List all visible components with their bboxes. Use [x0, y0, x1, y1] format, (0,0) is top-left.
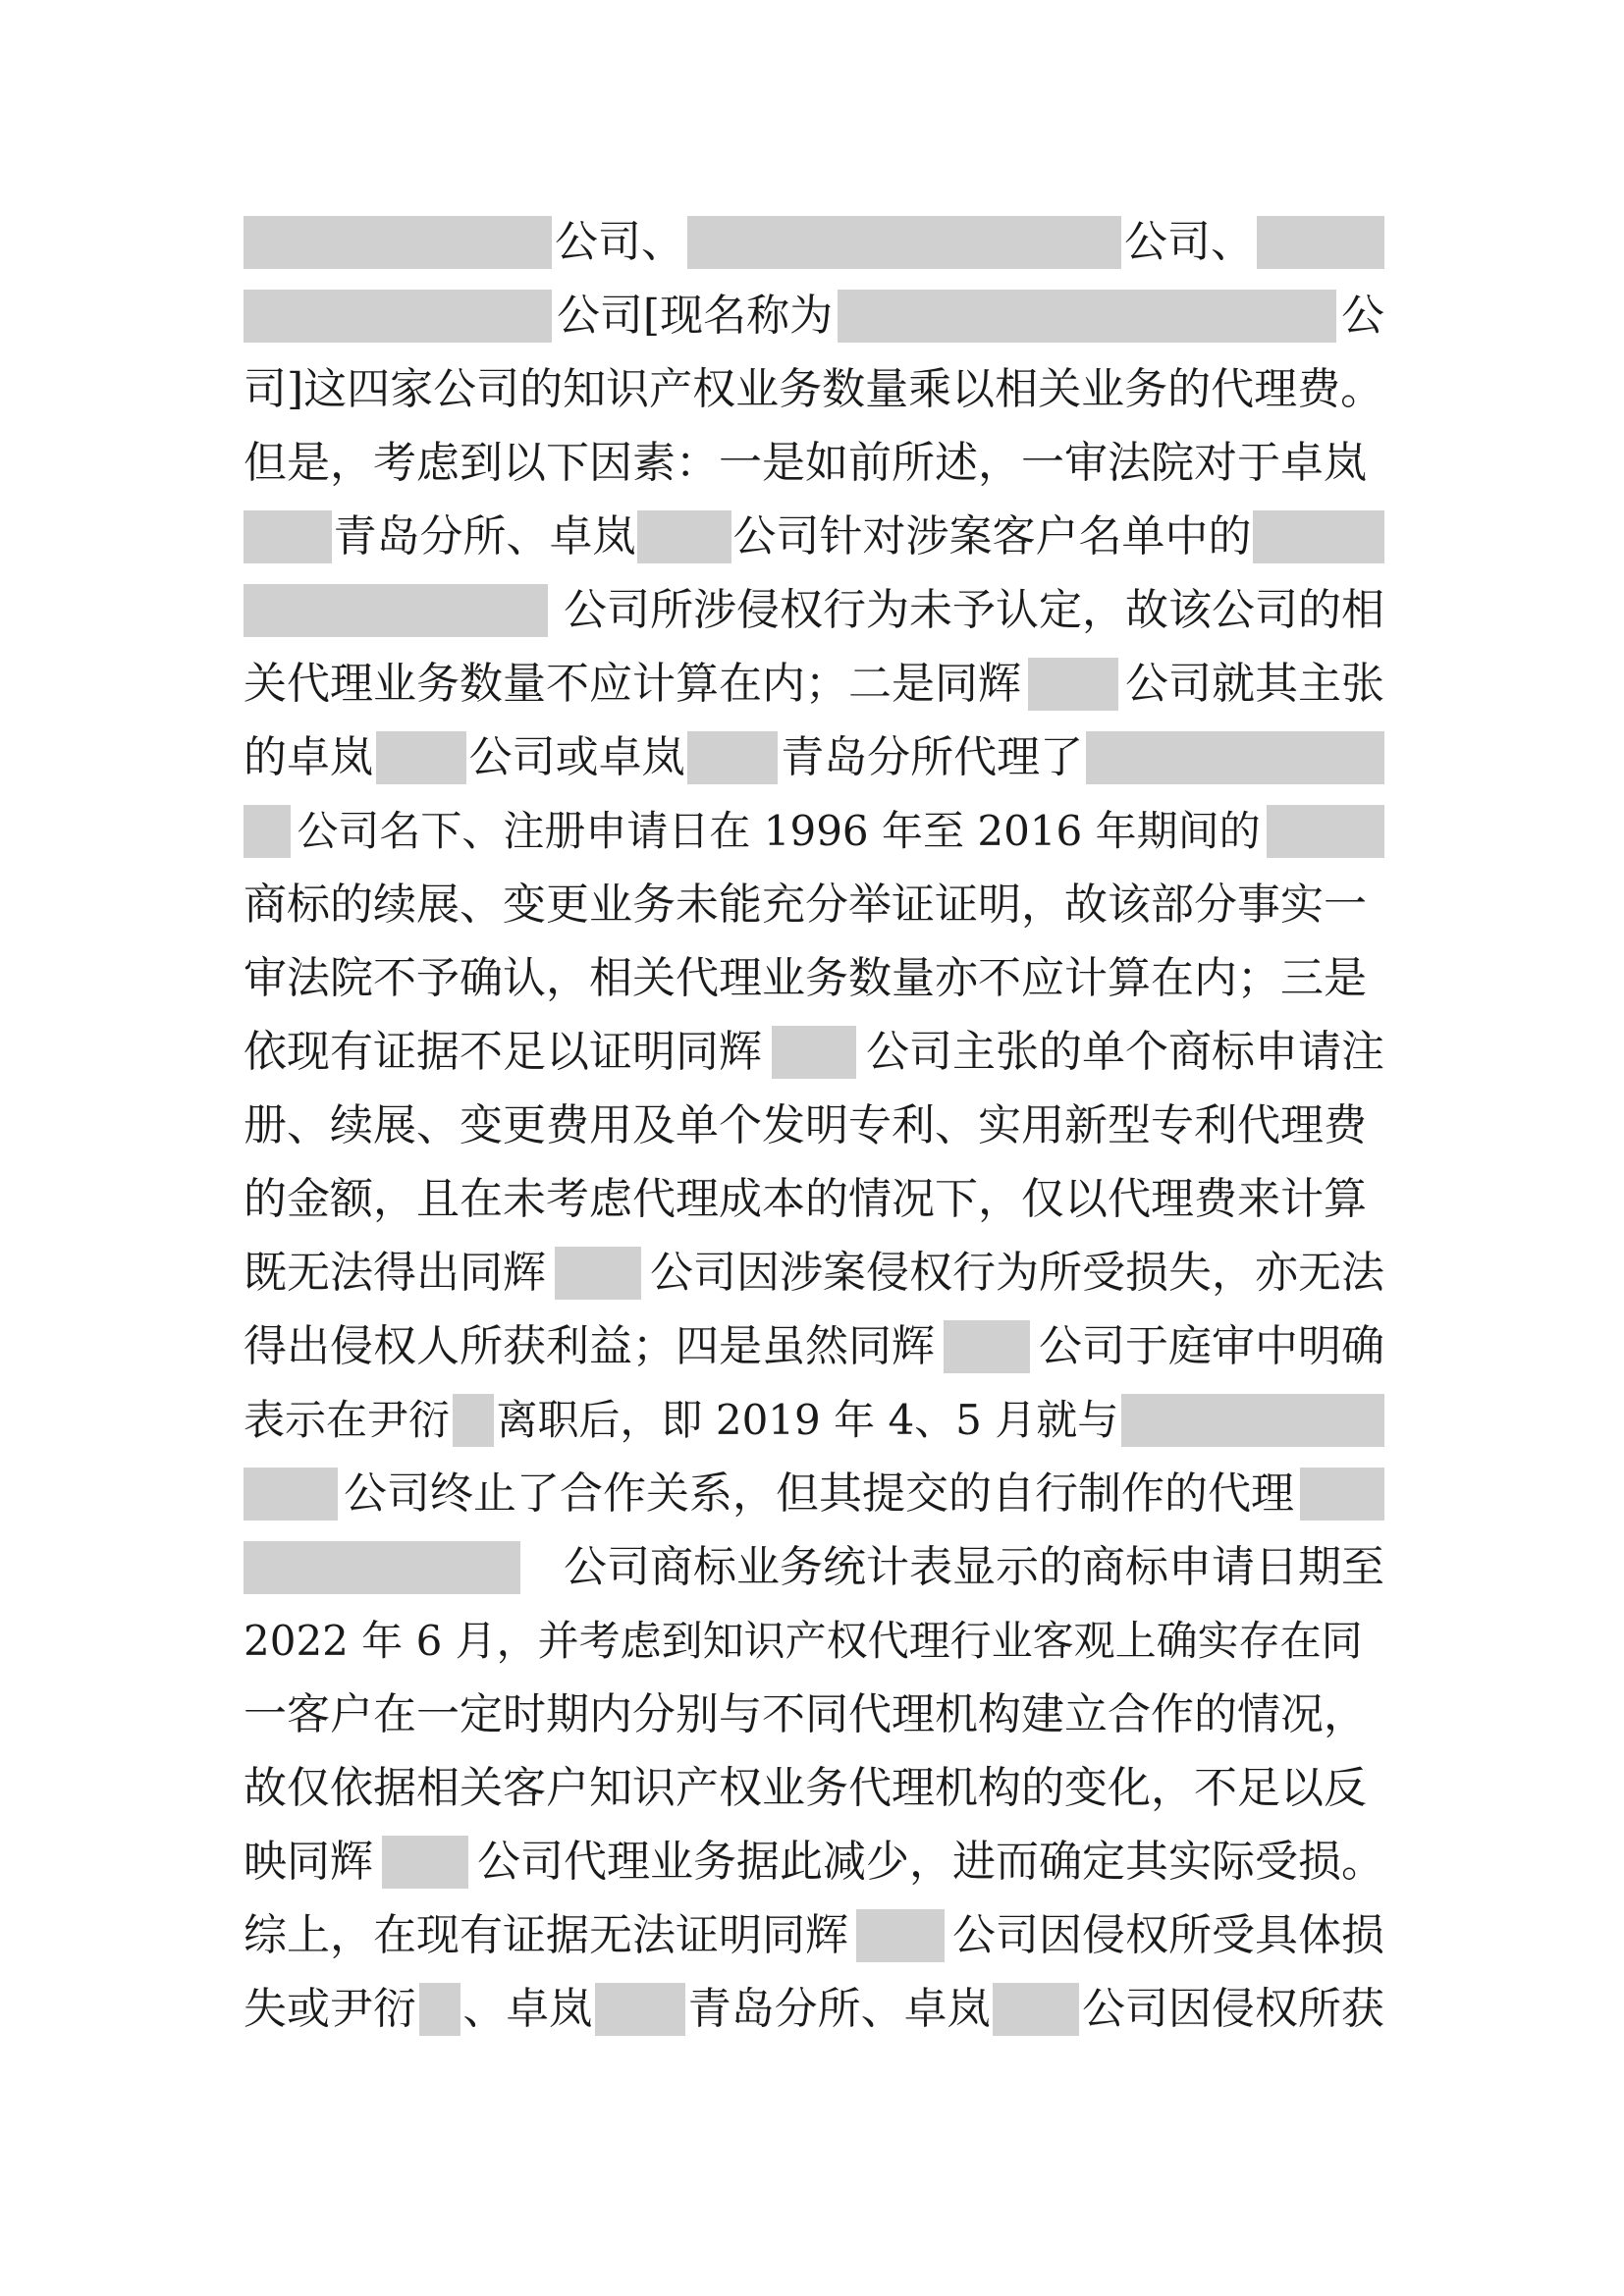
text-segment: 关代理业务数量不应计算在内；二是同辉 — [244, 659, 1021, 709]
redaction-block — [555, 1247, 641, 1300]
text-line-12 — [244, 1016, 1384, 1089]
text-line-13 — [244, 1090, 1384, 1162]
redaction-block — [1267, 805, 1384, 858]
text-segment: 公司或卓岚 — [468, 732, 685, 782]
text-segment: 公司因涉案侵权行为所受损失，亦无法 — [650, 1248, 1384, 1298]
redaction-block — [1086, 731, 1384, 784]
redaction-block — [244, 290, 552, 343]
text-line-15 — [244, 1237, 1384, 1309]
text-segment: 审法院不予确认，相关代理业务数量亦不应计算在内；三是 — [244, 953, 1367, 1003]
text-line-11 — [244, 942, 1384, 1015]
text-segment: 公司因侵权所受具体损 — [952, 1910, 1384, 1960]
text-segment: 但是，考虑到以下因素：一是如前所述，一审法院对于卓岚 — [244, 438, 1367, 488]
text-segment: 综上，在现有证据无法证明同辉 — [244, 1910, 848, 1960]
text-segment: 既无法得出同辉 — [244, 1248, 546, 1298]
text-segment: 2022 年 6 月，并考虑到知识产权代理行业客观上确实存在同 — [244, 1617, 1363, 1665]
text-line-16 — [244, 1310, 1384, 1383]
text-line-1 — [244, 206, 1384, 279]
text-segment: 公司终止了合作关系，但其提交的自行制作的代理 — [344, 1468, 1294, 1519]
text-line-2 — [244, 280, 1384, 352]
text-segment: 商标的续展、变更业务未能充分举证证明，故该部分事实一 — [244, 880, 1367, 930]
redaction-block — [687, 731, 778, 784]
text-line-25 — [244, 1973, 1384, 2046]
text-segment: 失或尹衍 — [244, 1984, 416, 2034]
redaction-block — [772, 1026, 856, 1079]
redaction-block — [595, 1983, 685, 2036]
text-segment: 、卓岚 — [462, 1984, 593, 2034]
redaction-block — [1028, 658, 1118, 711]
text-segment: 青岛分所、卓岚 — [333, 511, 636, 561]
redaction-block — [687, 216, 1121, 269]
redaction-block — [419, 1983, 460, 2036]
redaction-block — [993, 1983, 1079, 2036]
redaction-block — [1253, 510, 1384, 563]
text-segment: 公 — [1340, 291, 1384, 341]
text-line-9 — [244, 795, 1384, 868]
redaction-block — [1121, 1394, 1384, 1447]
text-segment: 公司、 — [555, 217, 684, 267]
redaction-block — [453, 1394, 494, 1447]
text-segment: 公司商标业务统计表显示的商标申请日期至 — [564, 1542, 1384, 1592]
text-line-24 — [244, 1899, 1384, 1972]
redaction-block — [244, 510, 332, 563]
text-line-20 — [244, 1605, 1384, 1678]
text-line-23 — [244, 1826, 1384, 1898]
text-line-10 — [244, 869, 1384, 941]
text-segment: 公司代理业务据此减少，进而确定其实际受损。 — [477, 1837, 1384, 1887]
redaction-block — [838, 290, 1336, 343]
text-segment: 公司因侵权所获 — [1081, 1984, 1384, 2034]
text-segment: 表示在尹衍 — [244, 1396, 451, 1444]
redaction-block — [244, 1541, 520, 1594]
text-line-19 — [244, 1531, 1384, 1604]
redaction-block — [382, 1836, 468, 1889]
text-segment: 司]这四家公司的知识产权业务数量乘以相关业务的代理费。 — [244, 364, 1384, 414]
text-segment: 的卓岚 — [244, 732, 373, 782]
text-line-14 — [244, 1163, 1384, 1236]
text-segment: 得出侵权人所获利益；四是虽然同辉 — [244, 1321, 935, 1371]
redaction-block — [1300, 1468, 1384, 1521]
text-line-5 — [244, 501, 1384, 573]
redaction-block — [376, 731, 466, 784]
text-segment: 公司、 — [1124, 217, 1254, 267]
text-segment: 青岛分所、卓岚 — [687, 1984, 991, 2034]
text-segment: 映同辉 — [244, 1837, 373, 1887]
text-segment: 公司就其主张 — [1125, 659, 1384, 709]
text-line-7 — [244, 648, 1384, 721]
text-segment: 离职后，即 2019 年 4、5 月就与 — [496, 1396, 1119, 1444]
text-segment: 公司针对涉案客户名单中的 — [732, 511, 1252, 561]
text-segment: 公司名下、注册申请日在 1996 年至 2016 年期间的 — [297, 807, 1261, 855]
text-line-18 — [244, 1458, 1384, 1530]
text-segment: 依现有证据不足以证明同辉 — [244, 1027, 762, 1077]
text-segment: 故仅依据相关客户知识产权业务代理机构的变化，不足以反 — [244, 1763, 1367, 1813]
text-segment: 青岛分所代理了 — [781, 732, 1084, 782]
redaction-block — [1257, 216, 1384, 269]
redaction-block — [856, 1909, 945, 1962]
redaction-block — [244, 216, 552, 269]
text-line-21 — [244, 1679, 1384, 1751]
text-segment: 公司所涉侵权行为未予认定，故该公司的相 — [564, 585, 1384, 635]
text-segment: 公司[现名称为 — [556, 291, 834, 341]
text-line-6 — [244, 574, 1384, 647]
text-line-8 — [244, 721, 1384, 794]
text-segment: 一客户在一定时期内分别与不同代理机构建立合作的情况， — [244, 1689, 1367, 1739]
text-segment: 公司主张的单个商标申请注 — [866, 1027, 1384, 1077]
redaction-block — [244, 805, 291, 858]
redaction-block — [637, 510, 731, 563]
text-segment: 的金额，且在未考虑代理成本的情况下，仅以代理费来计算 — [244, 1174, 1367, 1224]
text-line-3 — [244, 353, 1384, 426]
text-segment: 册、续展、变更费用及单个发明专利、实用新型专利代理费 — [244, 1100, 1367, 1150]
redaction-block — [944, 1320, 1030, 1373]
redaction-block — [244, 1468, 338, 1521]
redaction-block — [244, 584, 548, 637]
text-segment: 公司于庭审中明确 — [1039, 1321, 1384, 1371]
text-line-4 — [244, 427, 1384, 500]
text-line-17 — [244, 1384, 1384, 1457]
text-line-22 — [244, 1752, 1384, 1825]
